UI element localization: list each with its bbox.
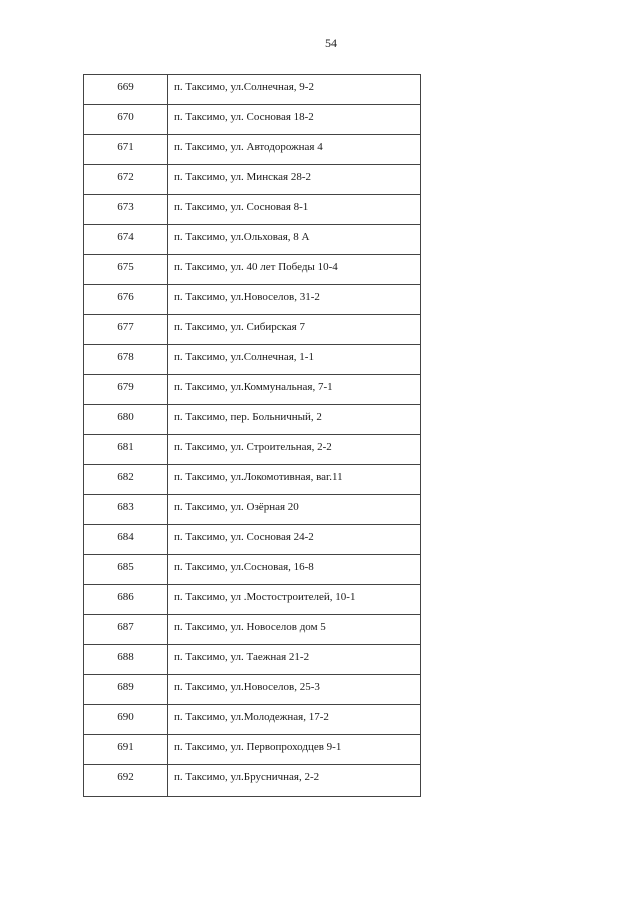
- address-cell: п. Таксимо, ул. Строительная, 2-2: [168, 435, 421, 465]
- table-row: [84, 675, 421, 705]
- table-row: [84, 405, 421, 435]
- row-number-cell: 675: [84, 255, 168, 285]
- table-row: [84, 315, 421, 345]
- table-row: [84, 375, 421, 405]
- address-cell: п. Таксимо, ул. Сосновая 18-2: [168, 105, 421, 135]
- table-row: [84, 735, 421, 765]
- row-number-cell: 683: [84, 495, 168, 525]
- table-row: [84, 255, 421, 285]
- row-number-cell: 687: [84, 615, 168, 645]
- table-row: [84, 525, 421, 555]
- row-number-cell: 686: [84, 585, 168, 615]
- address-cell: п. Таксимо, ул.Новоселов, 25-3: [168, 675, 421, 705]
- table-row: [84, 765, 421, 797]
- table-row: [84, 615, 421, 645]
- address-cell: п. Таксимо, ул. Первопроходцев 9-1: [168, 735, 421, 765]
- address-cell: п. Таксимо, ул. Сосновая 8-1: [168, 195, 421, 225]
- address-cell: п. Таксимо, ул.Локомотивная, ваг.11: [168, 465, 421, 495]
- table-row: [84, 195, 421, 225]
- address-cell: п. Таксимо, ул. Таежная 21-2: [168, 645, 421, 675]
- row-number-cell: 670: [84, 105, 168, 135]
- address-cell: п. Таксимо, ул. Озёрная 20: [168, 495, 421, 525]
- address-cell: п. Таксимо, пер. Больничный, 2: [168, 405, 421, 435]
- row-number-cell: 681: [84, 435, 168, 465]
- address-cell: п. Таксимо, ул. Сибирская 7: [168, 315, 421, 345]
- address-cell: п. Таксимо, ул.Молодежная, 17-2: [168, 705, 421, 735]
- address-cell: п. Таксимо, ул. Сосновая 24-2: [168, 525, 421, 555]
- table-row: [84, 705, 421, 735]
- row-number-cell: 676: [84, 285, 168, 315]
- table-row: [84, 465, 421, 495]
- table-row: [84, 645, 421, 675]
- row-number-cell: 684: [84, 525, 168, 555]
- address-cell: п. Таксимо, ул.Сосновая, 16-8: [168, 555, 421, 585]
- address-cell: п. Таксимо, ул.Коммунальная, 7-1: [168, 375, 421, 405]
- row-number-cell: 679: [84, 375, 168, 405]
- row-number-cell: 673: [84, 195, 168, 225]
- row-number-cell: 671: [84, 135, 168, 165]
- address-cell: п. Таксимо, ул. Минская 28-2: [168, 165, 421, 195]
- table-row: [84, 105, 421, 135]
- row-number-cell: 685: [84, 555, 168, 585]
- row-number-cell: 672: [84, 165, 168, 195]
- address-cell: п. Таксимо, ул.Солнечная, 9-2: [168, 75, 421, 105]
- address-cell: п. Таксимо, ул. 40 лет Победы 10-4: [168, 255, 421, 285]
- table-row: [84, 135, 421, 165]
- row-number-cell: 669: [84, 75, 168, 105]
- address-cell: п. Таксимо, ул .Мостостроителей, 10-1: [168, 585, 421, 615]
- table-row: [84, 435, 421, 465]
- row-number-cell: 692: [84, 765, 168, 797]
- row-number-cell: 682: [84, 465, 168, 495]
- table-row: [84, 165, 421, 195]
- address-cell: п. Таксимо, ул. Новоселов дом 5: [168, 615, 421, 645]
- address-cell: п. Таксимо, ул. Автодорожная 4: [168, 135, 421, 165]
- row-number-cell: 689: [84, 675, 168, 705]
- address-table: [83, 74, 421, 797]
- row-number-cell: 691: [84, 735, 168, 765]
- row-number-cell: 688: [84, 645, 168, 675]
- row-number-cell: 677: [84, 315, 168, 345]
- table-row: [84, 495, 421, 525]
- address-cell: п. Таксимо, ул.Новоселов, 31-2: [168, 285, 421, 315]
- table-row: [84, 225, 421, 255]
- address-cell: п. Таксимо, ул.Ольховая, 8 А: [168, 225, 421, 255]
- page-number: 54: [325, 36, 337, 50]
- address-cell: п. Таксимо, ул.Солнечная, 1-1: [168, 345, 421, 375]
- row-number-cell: 674: [84, 225, 168, 255]
- row-number-cell: 678: [84, 345, 168, 375]
- address-cell: п. Таксимо, ул.Брусничная, 2-2: [168, 765, 421, 797]
- table-row: [84, 345, 421, 375]
- table-row: [84, 75, 421, 105]
- row-number-cell: 690: [84, 705, 168, 735]
- address-table-body: [84, 75, 421, 797]
- table-row: [84, 285, 421, 315]
- table-row: [84, 555, 421, 585]
- table-row: [84, 585, 421, 615]
- row-number-cell: 680: [84, 405, 168, 435]
